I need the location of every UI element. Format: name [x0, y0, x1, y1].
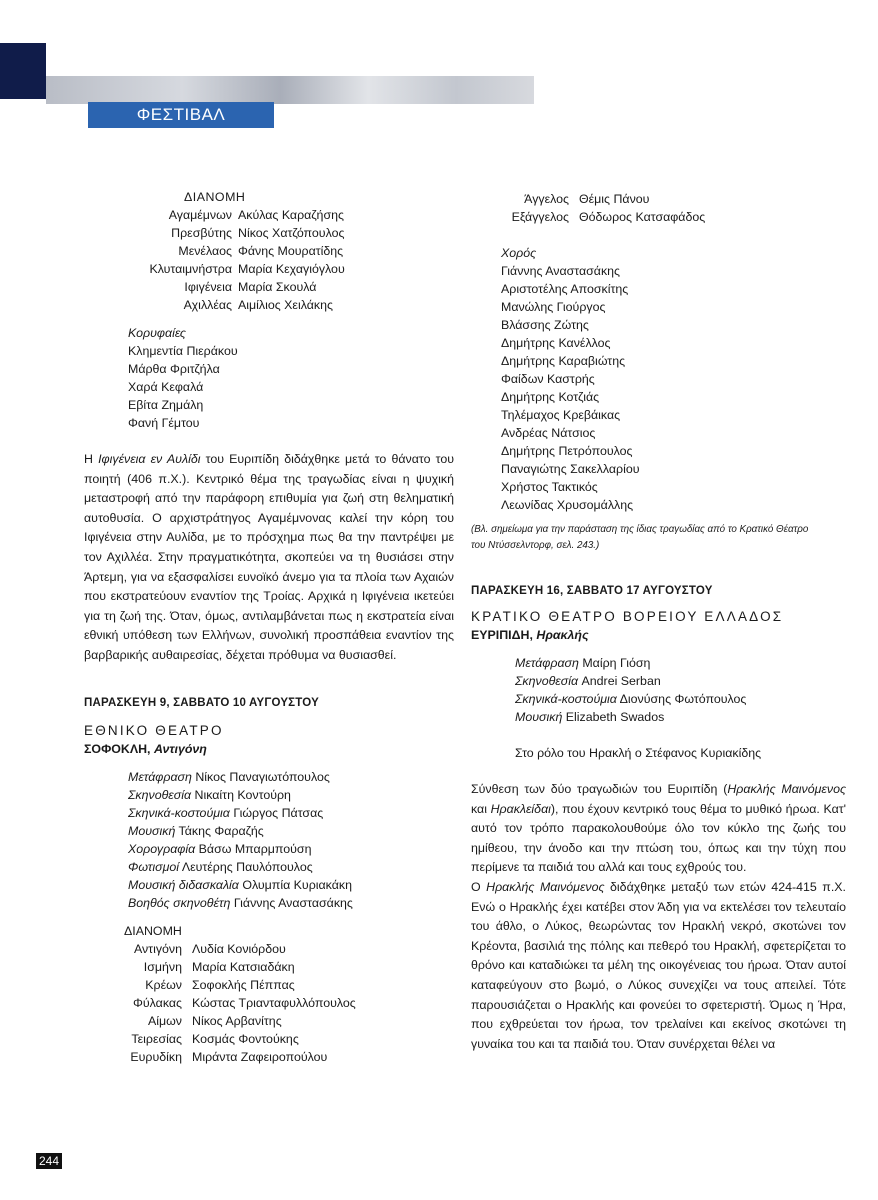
credit-line: Μουσική Τάκης Φαραζής — [128, 823, 264, 838]
cast-role: Ευρυδίκη — [130, 1049, 182, 1064]
coryphaei-list — [128, 324, 454, 432]
list-item: Χαρά Κεφαλά — [128, 380, 204, 394]
cast-role: Αίμων — [147, 1013, 182, 1028]
credit-line: Βοηθός σκηνοθέτη Γιάννης Αναστασάκης — [128, 895, 353, 910]
lead-role-line: Στο ρόλο του Ηρακλή ο Στέφανος Κυριακίδης — [515, 746, 762, 760]
cast-role: Ιφιγένεια — [184, 280, 232, 294]
cast-role: Αχιλλέας — [183, 298, 232, 312]
cast-actor: Φάνης Μουρατίδης — [238, 244, 344, 258]
play-title: ΕΥΡΙΠΙΔΗ, Ηρακλής — [471, 628, 589, 642]
theatre-name: ΕΘΝΙΚΟ ΘΕΑΤΡΟ — [84, 722, 224, 738]
right-column — [471, 190, 846, 1054]
list-item: Δημήτρης Κοτζιάς — [501, 390, 600, 404]
list-item: Παναγιώτης Σακελλαρίου — [501, 462, 640, 476]
cast-actor: Μαρία Σκουλά — [238, 280, 317, 294]
coryphaei-label: Κορυφαίες — [128, 326, 186, 340]
cast-role: Αγαμέμνων — [168, 208, 232, 222]
list-item: Φανή Γέμτου — [128, 416, 200, 430]
list-item: Μανώλης Γιούργος — [501, 300, 606, 314]
cast2-title: ΔΙΑΝΟΜΗ — [124, 923, 182, 938]
list-item: Τηλέμαχος Κρεβάικας — [501, 408, 621, 422]
credit-line: Μουσική Elizabeth Swados — [515, 710, 665, 724]
list-item: Δημήτρης Καραβιώτης — [501, 354, 626, 368]
list-item: Χρήστος Τακτικός — [501, 480, 598, 494]
list-item: Βλάσσης Ζώτης — [501, 318, 589, 332]
credit-line: Φωτισμοί Λευτέρης Παυλόπουλος — [128, 859, 313, 874]
list-item: Εβίτα Ζημάλη — [128, 398, 204, 412]
cast-title: ΔΙΑΝΟΜΗ — [184, 190, 246, 204]
cast-actor: Νίκος Αρβανίτης — [192, 1013, 282, 1028]
cast-role: Πρεσβύτης — [171, 226, 232, 240]
corner-color-block — [0, 43, 46, 99]
cast-actor: Μαρία Κατσιαδάκη — [192, 959, 295, 974]
credits-list — [128, 768, 454, 912]
cast-role: Μενέλαος — [178, 244, 232, 258]
cast2-list — [92, 940, 454, 1066]
play-title: ΣΟΦΟΚΛΗ, Αντιγόνη — [84, 741, 207, 756]
page-number: 244 — [36, 1153, 62, 1169]
cast-actor: Μαρία Κεχαγιόγλου — [238, 262, 345, 276]
credit-line: Σκηνοθεσία Andrei Serban — [515, 674, 661, 688]
list-item: Φαίδων Καστρής — [501, 372, 595, 386]
chorus-label: Χορός — [501, 246, 537, 260]
header-band — [46, 76, 534, 104]
cast-role: Τειρεσίας — [131, 1031, 182, 1046]
list-item: Μάρθα Φριτζήλα — [128, 362, 220, 376]
chorus-list — [501, 244, 846, 514]
cast-role: Αντιγόνη — [133, 941, 182, 956]
credit-line: Σκηνικά-κοστούμια Διονύσης Φωτόπουλος — [515, 692, 747, 706]
cast-actor: Μιράντα Ζαφειροπούλου — [192, 1049, 328, 1064]
credits-list — [515, 654, 846, 726]
credit-line: Μουσική διδασκαλία Ολυμπία Κυριακάκη — [128, 877, 352, 892]
iphigenia-paragraph: Η Ιφιγένεια εν Αυλίδι του Ευριπίδη διδάχθηκε μετά το θάνατο του ποιητή (406 π.Χ.). Κεντρικό θέμα της τραγωδίας είναι η ψυχική μεταστροφή από την παράφορη επιθυμία για ζωή στη θεληματική αυτοθυσία. Ο αρχιστράτηγος Αγαμέμνονας καλεί την κόρη του Ιφιγένεια στην Αυλίδα, με το πρόσχημα πως θα την παντρέψει με τον Αχιλλέα. Στην πραγματικότητα, σκοπεύει να τη θυσιάσει στην Άρτεμη, για να εξασφαλίσει ευνοϊκό άνεμο για τα πλοία των Αχαιών που εκστρατεύουν εναντίον της Τροίας. Αρχικά η Ιφιγένεια ικετεύει για τη ζωή της. Όταν, όμως, αντιλαμβάνεται πως η εκστρατεία είναι εθνική υπόθεση των Ελλήνων, συνολική προσπάθεια εναντίον της βαρβαρικής αυθαιρεσίας, δέχεται πρόθυμα να θυσιασθεί. — [84, 452, 454, 662]
cast-actor: Κώστας Τριανταφυλλόπουλος — [192, 995, 356, 1010]
cast-actor: Νίκος Χατζόπουλος — [238, 226, 345, 240]
list-item: Λεωνίδας Χρυσομάλλης — [501, 498, 634, 512]
cast-list — [84, 206, 454, 314]
heracles-paragraph: Σύνθεση των δύο τραγωδιών του Ευριπίδη (Ηρακλής Μαινόμενος και Ηρακλείδαι), που έχουν κεντρικό τους θέμα το μυθικό ήρωα. Κατ' αυτό τον τρόπο παρακολουθούμε όλο τον κύκλο της ζωής του ημίθεου, την άνοδο και την πτώση του, όπως και την τύχη που περίμενε τα παιδιά του αλλά και τους εχθρούς του. Ο Ηρακλής Μαινόμενος διδάχθηκε μεταξύ των ετών 424-415 π.Χ. Ενώ ο Ηρακλής έχει κατέβει στον Άδη για να εκτελέσει τον τελευταίο του άθλο, ο Λύκος, θεωρώντας τον Ηρακλή νεκρό, σκοτώνει τον Κρέοντα, βασιλιά της πόλης και πεθερό του Ηρακλή, σφετερίζεται το θρόνο και καταδιώκει τα μέλη της οικογένειας του ήρωα. Όταν αυτοί καταφεύγουν στο βωμό, ο Λύκος συνεχίζει να τους απειλεί. Τότε παρουσιάζεται ο Ηρακλής και φονεύει το σφετεριστή. Όμως η Ήρα, που εχθρεύεται τον ήρωα, τον τρελαίνει και εκείνος σκοτώνει τη γυναίκα του και τα παιδιά του. Όταν συνέρχεται θέλει να — [471, 782, 846, 1051]
cast-actor: Θέμις Πάνου — [579, 192, 650, 206]
credit-line: Μετάφραση Νίκος Παναγιωτόπουλος — [128, 769, 330, 784]
left-column — [84, 188, 454, 1066]
date-heading: ΠΑΡΑΣΚΕΥΗ 16, ΣΑΒΒΑΤΟ 17 ΑΥΓΟΥΣΤΟΥ — [471, 585, 713, 597]
cast-role: Εξάγγελος — [511, 210, 569, 224]
credit-line: Χορογραφία Βάσω Μπαρμπούση — [128, 841, 312, 856]
list-item: Κλημεντία Πιεράκου — [128, 344, 238, 358]
date-heading: ΠΑΡΑΣΚΕΥΗ 9, ΣΑΒΒΑΤΟ 10 ΑΥΓΟΥΣΤΟΥ — [84, 696, 319, 709]
cast-actor: Θόδωρος Κατσαφάδος — [579, 210, 706, 224]
cast-actor: Κοσμάς Φοντούκης — [192, 1031, 299, 1046]
theatre-name: ΚΡΑΤΙΚΟ ΘΕΑΤΡΟ ΒΟΡΕΙΟΥ ΕΛΛΑΔΟΣ — [471, 609, 784, 624]
cast-role: Ισμήνη — [143, 959, 182, 974]
cast-role: Κρέων — [145, 977, 182, 992]
cast-actor: Λυδία Κονιόρδου — [192, 941, 286, 956]
festival-title: ΦΕΣΤΙΒΑΛ ΕΠΙΔΑΥΡΟΥ — [88, 102, 274, 128]
cast-role: Φύλακας — [132, 995, 182, 1010]
cast-continuation — [489, 190, 846, 226]
cast-actor: Ακύλας Καραζήσης — [238, 208, 344, 222]
cast-role: Άγγελος — [524, 192, 569, 206]
list-item: Δημήτρης Κανέλλος — [501, 336, 611, 350]
list-item: Γιάννης Αναστασάκης — [501, 264, 621, 278]
list-item: Δημήτρης Πετρόπουλος — [501, 444, 633, 458]
cast-actor: Αιμίλιος Χειλάκης — [238, 298, 333, 312]
cast-actor: Σοφοκλής Πέππας — [192, 977, 295, 992]
list-item: Αριστοτέλης Αποσκίτης — [501, 282, 629, 296]
list-item: Ανδρέας Νάτσιος — [501, 426, 596, 440]
reference-note: (Βλ. σημείωμα για την παράσταση της ίδιας τραγωδίας από το Κρατικό Θέατρο του Ντύσσελντορφ, σελ. 243.) — [471, 524, 809, 551]
credit-line: Σκηνοθεσία Νικαίτη Κοντούρη — [128, 787, 291, 802]
credit-line: Σκηνικά-κοστούμια Γιώργος Πάτσας — [128, 805, 324, 820]
credit-line: Μετάφραση Μαίρη Γιόση — [515, 656, 651, 670]
cast-role: Κλυταιμνήστρα — [149, 262, 232, 276]
